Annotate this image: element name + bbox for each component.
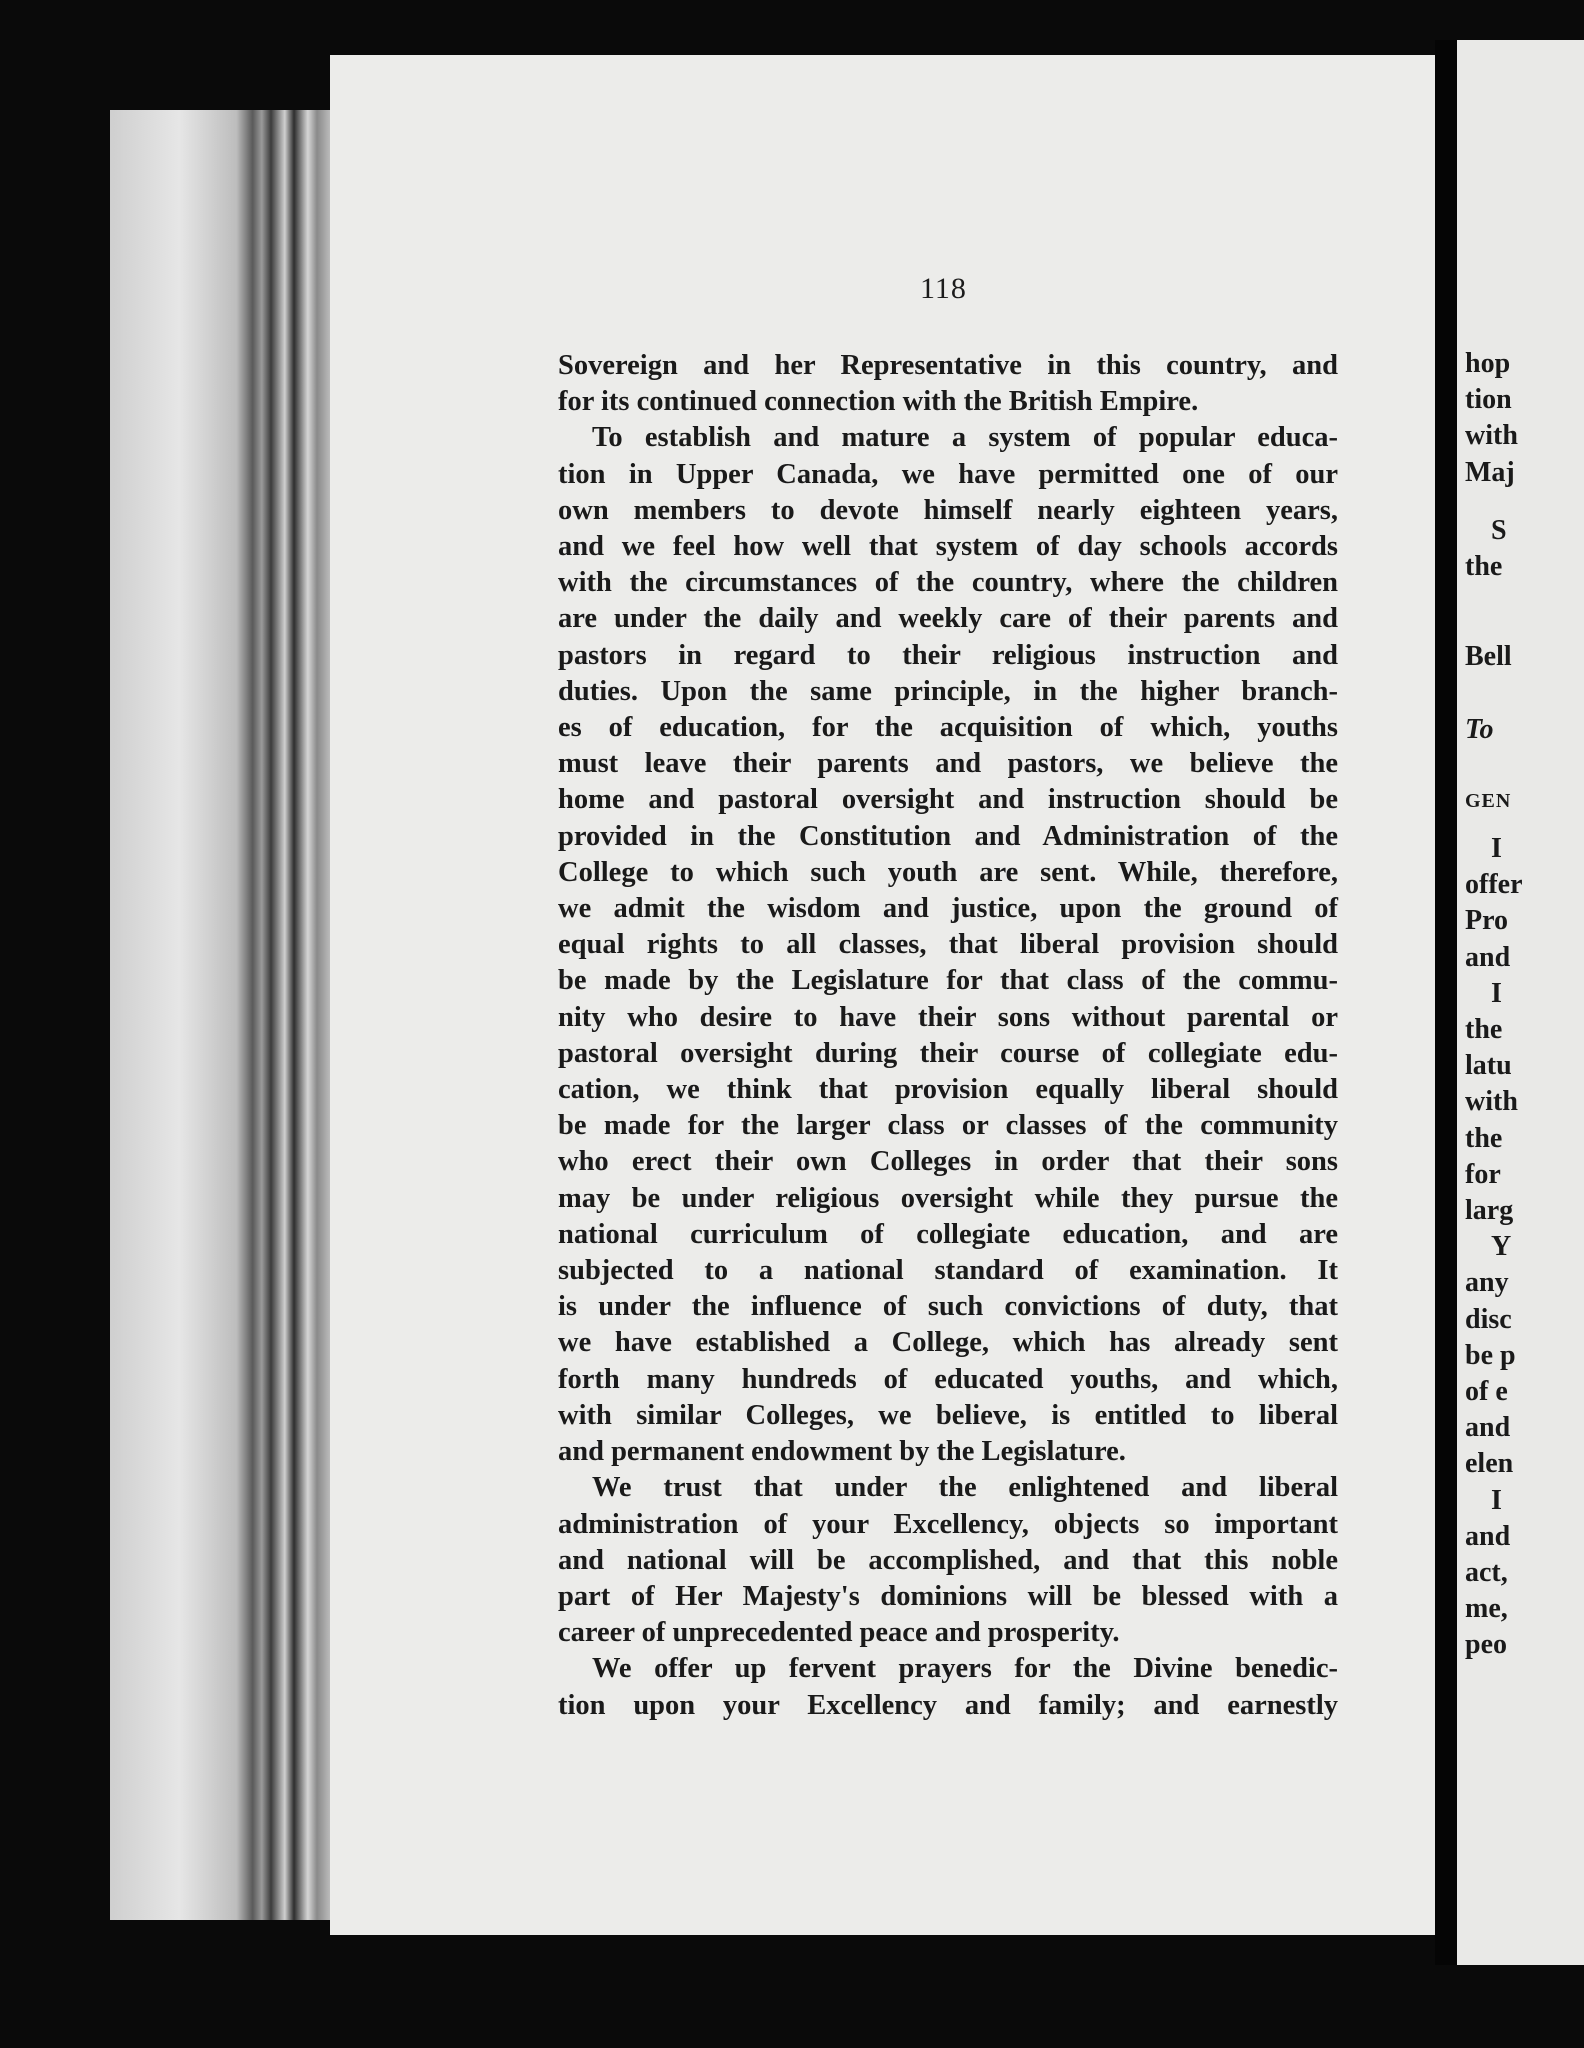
facing-text-fragment: the [1465,1014,1503,1046]
text-line: are under the daily and weekly care of their parents and [558,603,1338,635]
facing-text-fragment: Y [1491,1231,1512,1263]
facing-text-fragment: disc [1465,1303,1512,1335]
text-line: who erect their own Colleges in order that their sons [558,1146,1338,1178]
text-line: cation, we think that provision equally liberal should [558,1074,1338,1106]
facing-text-fragment: I [1491,977,1502,1009]
text-line: must leave their parents and pastors, we believe the [558,748,1338,780]
facing-text-fragment: I [1491,1484,1502,1516]
text-line: home and pastoral oversight and instruction should be [558,784,1338,816]
text-line: We offer up fervent prayers for the Divine benedic- [592,1653,1338,1685]
text-line: tion in Upper Canada, we have permitted one of our [558,458,1338,490]
text-line: we admit the wisdom and justice, upon the ground of [558,893,1338,925]
book-gutter [1435,40,1457,1965]
text-line: equal rights to all classes, that liberal provision should [558,929,1338,961]
page-number: 118 [920,272,967,305]
text-line: be made for the larger class or classes of the community [558,1110,1338,1142]
text-line: with the circumstances of the country, where the children [558,567,1338,599]
text-line: pastors in regard to their religious instruction and [558,639,1338,671]
text-line: with similar Colleges, we believe, is entitled to liberal [558,1399,1338,1431]
text-line: provided in the Constitution and Administration of the [558,820,1338,852]
text-line: is under the influence of such convictions of duty, that [558,1291,1338,1323]
facing-text-fragment: the [1465,1122,1503,1154]
text-line: we have established a College, which has already sent [558,1327,1338,1359]
text-line: nity who desire to have their sons without parental or [558,1001,1338,1033]
text-line: national curriculum of collegiate education, and are [558,1218,1338,1250]
facing-text-fragment: larg [1465,1195,1514,1227]
book-page-edges [110,110,340,1920]
facing-text-fragment: hop [1465,348,1511,379]
text-line: subjected to a national standard of examination. It [558,1255,1338,1287]
body-text [558,348,1338,1724]
text-line: es of education, for the acquisition of which, youths [558,712,1338,744]
facing-text-fragment: offer [1465,869,1523,901]
text-line: and permanent endowment by the Legislature. [558,1436,1126,1468]
facing-text-fragment: with [1465,1086,1518,1118]
facing-page [1457,40,1584,1965]
text-line: may be under religious oversight while they pursue the [558,1182,1338,1214]
facing-text-fragment: peo [1465,1629,1507,1661]
text-line: administration of your Excellency, objects so important [558,1508,1338,1540]
text-line: forth many hundreds of educated youths, and which, [558,1363,1338,1395]
text-line: To establish and mature a system of popular educa- [592,422,1338,454]
text-line: and national will be accomplished, and that this noble [558,1544,1338,1576]
facing-text-fragment: latu [1465,1050,1512,1082]
text-line: career of unprecedented peace and prosperity. [558,1617,1120,1649]
facing-text-fragment: Maj [1465,456,1515,488]
facing-text-fragment: Bell [1465,641,1512,673]
facing-text-fragment: tion [1465,384,1512,416]
text-line: and we feel how well that system of day schools accords [558,531,1338,563]
text-line: part of Her Majesty's dominions will be blessed with a [558,1580,1338,1612]
text-line: Sovereign and her Representative in this country, and [558,350,1338,381]
facing-text-fragment: and [1465,941,1511,973]
text-line: We trust that under the enlightened and liberal [592,1472,1338,1504]
text-line: duties. Upon the same principle, in the higher branch- [558,675,1338,707]
facing-text-fragment: the [1465,550,1503,582]
facing-text-fragment: and [1465,1412,1511,1444]
facing-text-fragment: act, [1465,1557,1508,1589]
facing-text-fragment: for [1465,1158,1501,1190]
facing-text-fragment: of e [1465,1376,1508,1408]
text-line: pastoral oversight during their course of collegiate edu- [558,1037,1338,1069]
text-line: tion upon your Excellency and family; and earnestly [558,1689,1338,1721]
facing-text-fragment: elen [1465,1448,1514,1480]
facing-text-fragment: S [1491,514,1507,546]
text-line: for its continued connection with the British Empire. [558,386,1199,418]
facing-text-fragment: Pro [1465,905,1509,937]
facing-text-fragment: and [1465,1520,1511,1552]
facing-text-fragment: To [1465,713,1494,745]
text-line: be made by the Legislature for that class of the commu- [558,965,1338,997]
facing-text-fragment: me, [1465,1593,1508,1625]
facing-text-fragment: be p [1465,1339,1516,1371]
facing-text-fragment: with [1465,420,1518,452]
facing-text-fragment: any [1465,1267,1509,1299]
text-line: own members to devote himself nearly eighteen years, [558,494,1338,526]
text-line: College to which such youth are sent. While, therefore, [558,856,1338,888]
facing-text-fragment: GEN [1465,789,1512,812]
facing-text-fragment: I [1491,833,1502,865]
